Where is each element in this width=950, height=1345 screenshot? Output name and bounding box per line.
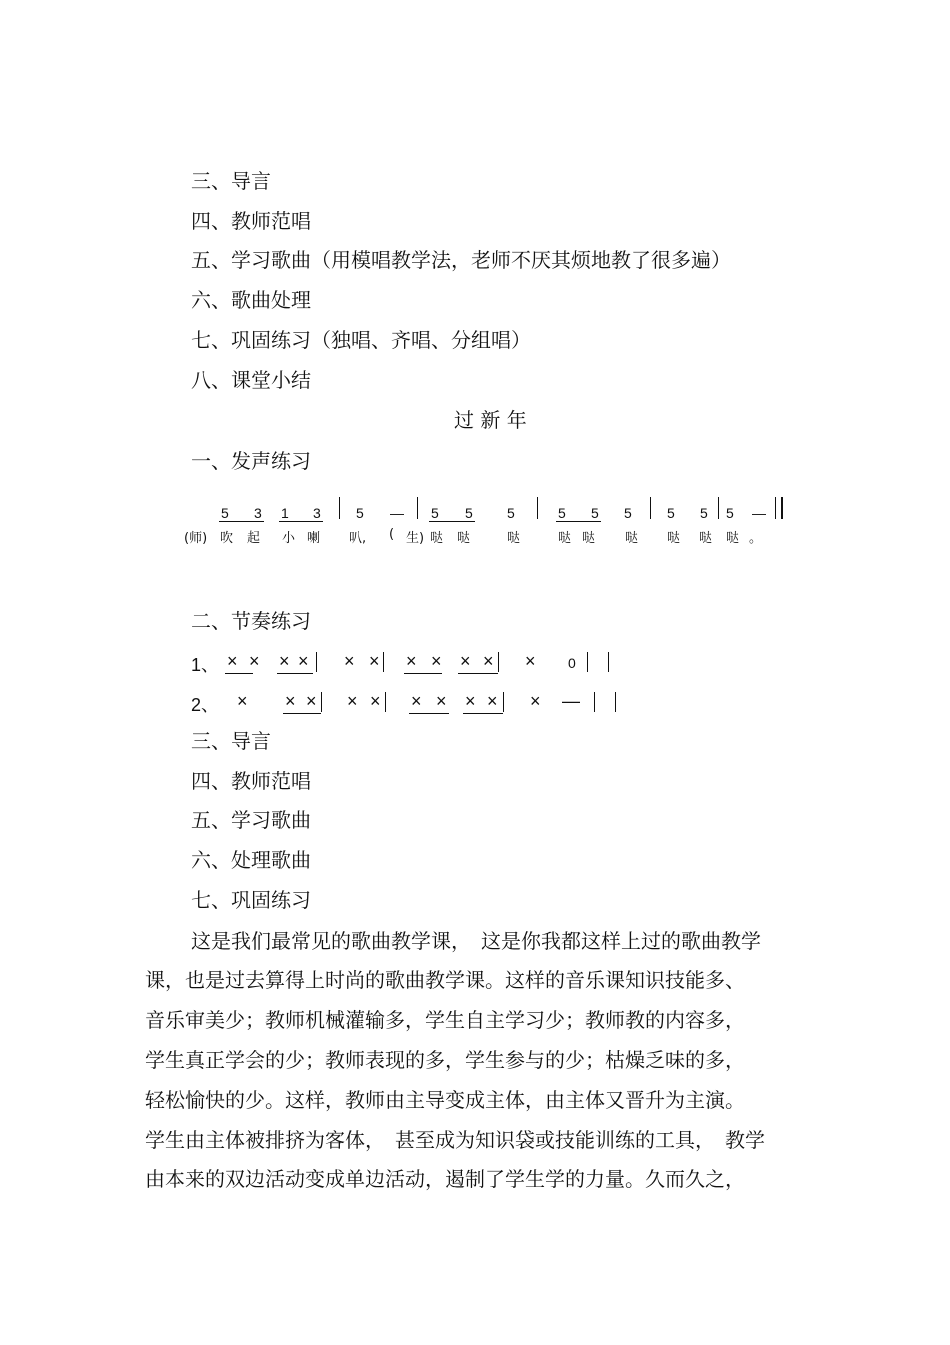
rhythm-x: × (487, 691, 498, 711)
rest: 0 (568, 655, 576, 671)
lyric: 生) (406, 531, 425, 546)
list-item: 三、导言 (191, 729, 271, 753)
lyric: 哒 (558, 531, 572, 546)
beam (404, 673, 442, 674)
note: 3 (254, 505, 262, 521)
barline (587, 652, 588, 672)
note: 5 (431, 505, 439, 521)
rhythm-x: × (406, 651, 417, 671)
lyric: 哒 (726, 531, 740, 546)
barline (498, 652, 499, 672)
lyric: 哒 (667, 531, 681, 546)
row-label: 1、 (191, 655, 220, 675)
paragraph-line: 课，也是过去算得上时尚的歌曲教学课。这样的音乐课知识技能多、 (145, 968, 745, 992)
rhythm-x: × (347, 691, 358, 711)
rhythm-x: × (279, 651, 290, 671)
beam (225, 673, 253, 674)
barline (718, 497, 719, 519)
note: 5 (667, 505, 675, 521)
list-item: 八、课堂小结 (191, 368, 311, 392)
rhythm-x: × (431, 651, 442, 671)
barline (417, 497, 418, 519)
barline (608, 652, 609, 672)
rhythm-x: × (465, 691, 476, 711)
barline (339, 497, 340, 519)
list-item: 三、导言 (191, 169, 271, 193)
note: 3 (313, 505, 321, 521)
rhythm-x: × (530, 691, 541, 711)
beam (279, 521, 323, 522)
rhythm-x: × (369, 651, 380, 671)
beam (458, 673, 498, 674)
list-item: 五、学习歌曲（用模唱教学法，老师不厌其烦地教了很多遍） (191, 248, 731, 272)
beam (429, 521, 475, 522)
final-barline (781, 497, 783, 519)
beam (556, 521, 601, 522)
paragraph-line: 由本来的双边活动变成单边活动，遏制了学生学的力量。久而久之， (145, 1167, 745, 1191)
beam (409, 713, 449, 714)
rhythm-x: × (227, 651, 238, 671)
lyric: 哒 (507, 531, 521, 546)
barline (650, 497, 651, 519)
rhythm-x: × (460, 651, 471, 671)
barline (316, 652, 317, 672)
barline (321, 692, 322, 712)
beam (277, 673, 313, 674)
rhythm-x: × (249, 651, 260, 671)
paragraph-line: 学生真正学会的少；教师表现的多，学生参与的少；枯燥乏味的多， (145, 1048, 745, 1072)
lyric: 吹 (220, 531, 234, 546)
rhythm-x: × (370, 691, 381, 711)
lyric: 。 (749, 531, 763, 546)
dash: — (562, 691, 580, 711)
note: 5 (221, 505, 229, 521)
note: 5 (700, 505, 708, 521)
list-item: 六、歌曲处理 (191, 288, 311, 312)
lyric: 哒 (625, 531, 639, 546)
note: 5 (624, 505, 632, 521)
lyric: 喇 (307, 531, 321, 546)
lyric: 叭, (349, 531, 367, 546)
barline (615, 692, 616, 712)
barline (503, 692, 504, 712)
barline (594, 692, 595, 712)
lyric: ( (389, 527, 395, 542)
note: 1 (281, 505, 289, 521)
beam (283, 713, 321, 714)
rhythm-x: × (411, 691, 422, 711)
paragraph-line: 这是我们最常见的歌曲教学课， 这是你我都这样上过的歌曲教学 (191, 929, 761, 953)
rhythm-x: × (525, 651, 536, 671)
paragraph-line: 音乐审美少；教师机械灌输多，学生自主学习少；教师教的内容多， (145, 1008, 745, 1032)
note: — (752, 505, 766, 521)
barline (537, 497, 538, 519)
paragraph-line: 学生由主体被排挤为客体， 甚至成为知识袋或技能训练的工具， 教学 (145, 1128, 765, 1152)
list-item: 五、学习歌曲 (191, 808, 311, 832)
lyric: 小 (282, 531, 296, 546)
note: 5 (507, 505, 515, 521)
list-item: 六、处理歌曲 (191, 848, 311, 872)
row-label: 2、 (191, 695, 220, 715)
paragraph-line: 轻松愉快的少。这样，教师由主导变成主体，由主体又晋升为主演。 (145, 1088, 745, 1112)
note: 5 (465, 505, 473, 521)
rhythm-x: × (285, 691, 296, 711)
beam (463, 713, 503, 714)
lyric: 起 (247, 531, 261, 546)
lyric: (师) (184, 531, 208, 546)
section-heading: 二、节奏练习 (191, 609, 311, 633)
list-item: 七、巩固练习（独唱、齐唱、分组唱） (191, 328, 531, 352)
rhythm-x: × (298, 651, 309, 671)
rhythm-x: × (237, 691, 248, 711)
rhythm-x: × (306, 691, 317, 711)
note: 5 (558, 505, 566, 521)
list-item: 四、教师范唱 (191, 769, 311, 793)
note: — (390, 505, 404, 521)
lyric: 哒 (582, 531, 596, 546)
rhythm-x: × (483, 651, 494, 671)
list-item: 七、巩固练习 (191, 888, 311, 912)
note: 5 (591, 505, 599, 521)
note: 5 (726, 505, 734, 521)
song-title: 过 新 年 (454, 408, 527, 432)
lyric: 哒 (457, 531, 471, 546)
list-item: 四、教师范唱 (191, 209, 311, 233)
barline (383, 652, 384, 672)
lyric: 哒 (699, 531, 713, 546)
rhythm-x: × (344, 651, 355, 671)
beam (219, 521, 264, 522)
final-barline (775, 497, 776, 519)
barline (385, 692, 386, 712)
section-heading: 一、发声练习 (191, 449, 311, 473)
lyric: 哒 (430, 531, 444, 546)
rhythm-x: × (436, 691, 447, 711)
note: 5 (356, 505, 364, 521)
